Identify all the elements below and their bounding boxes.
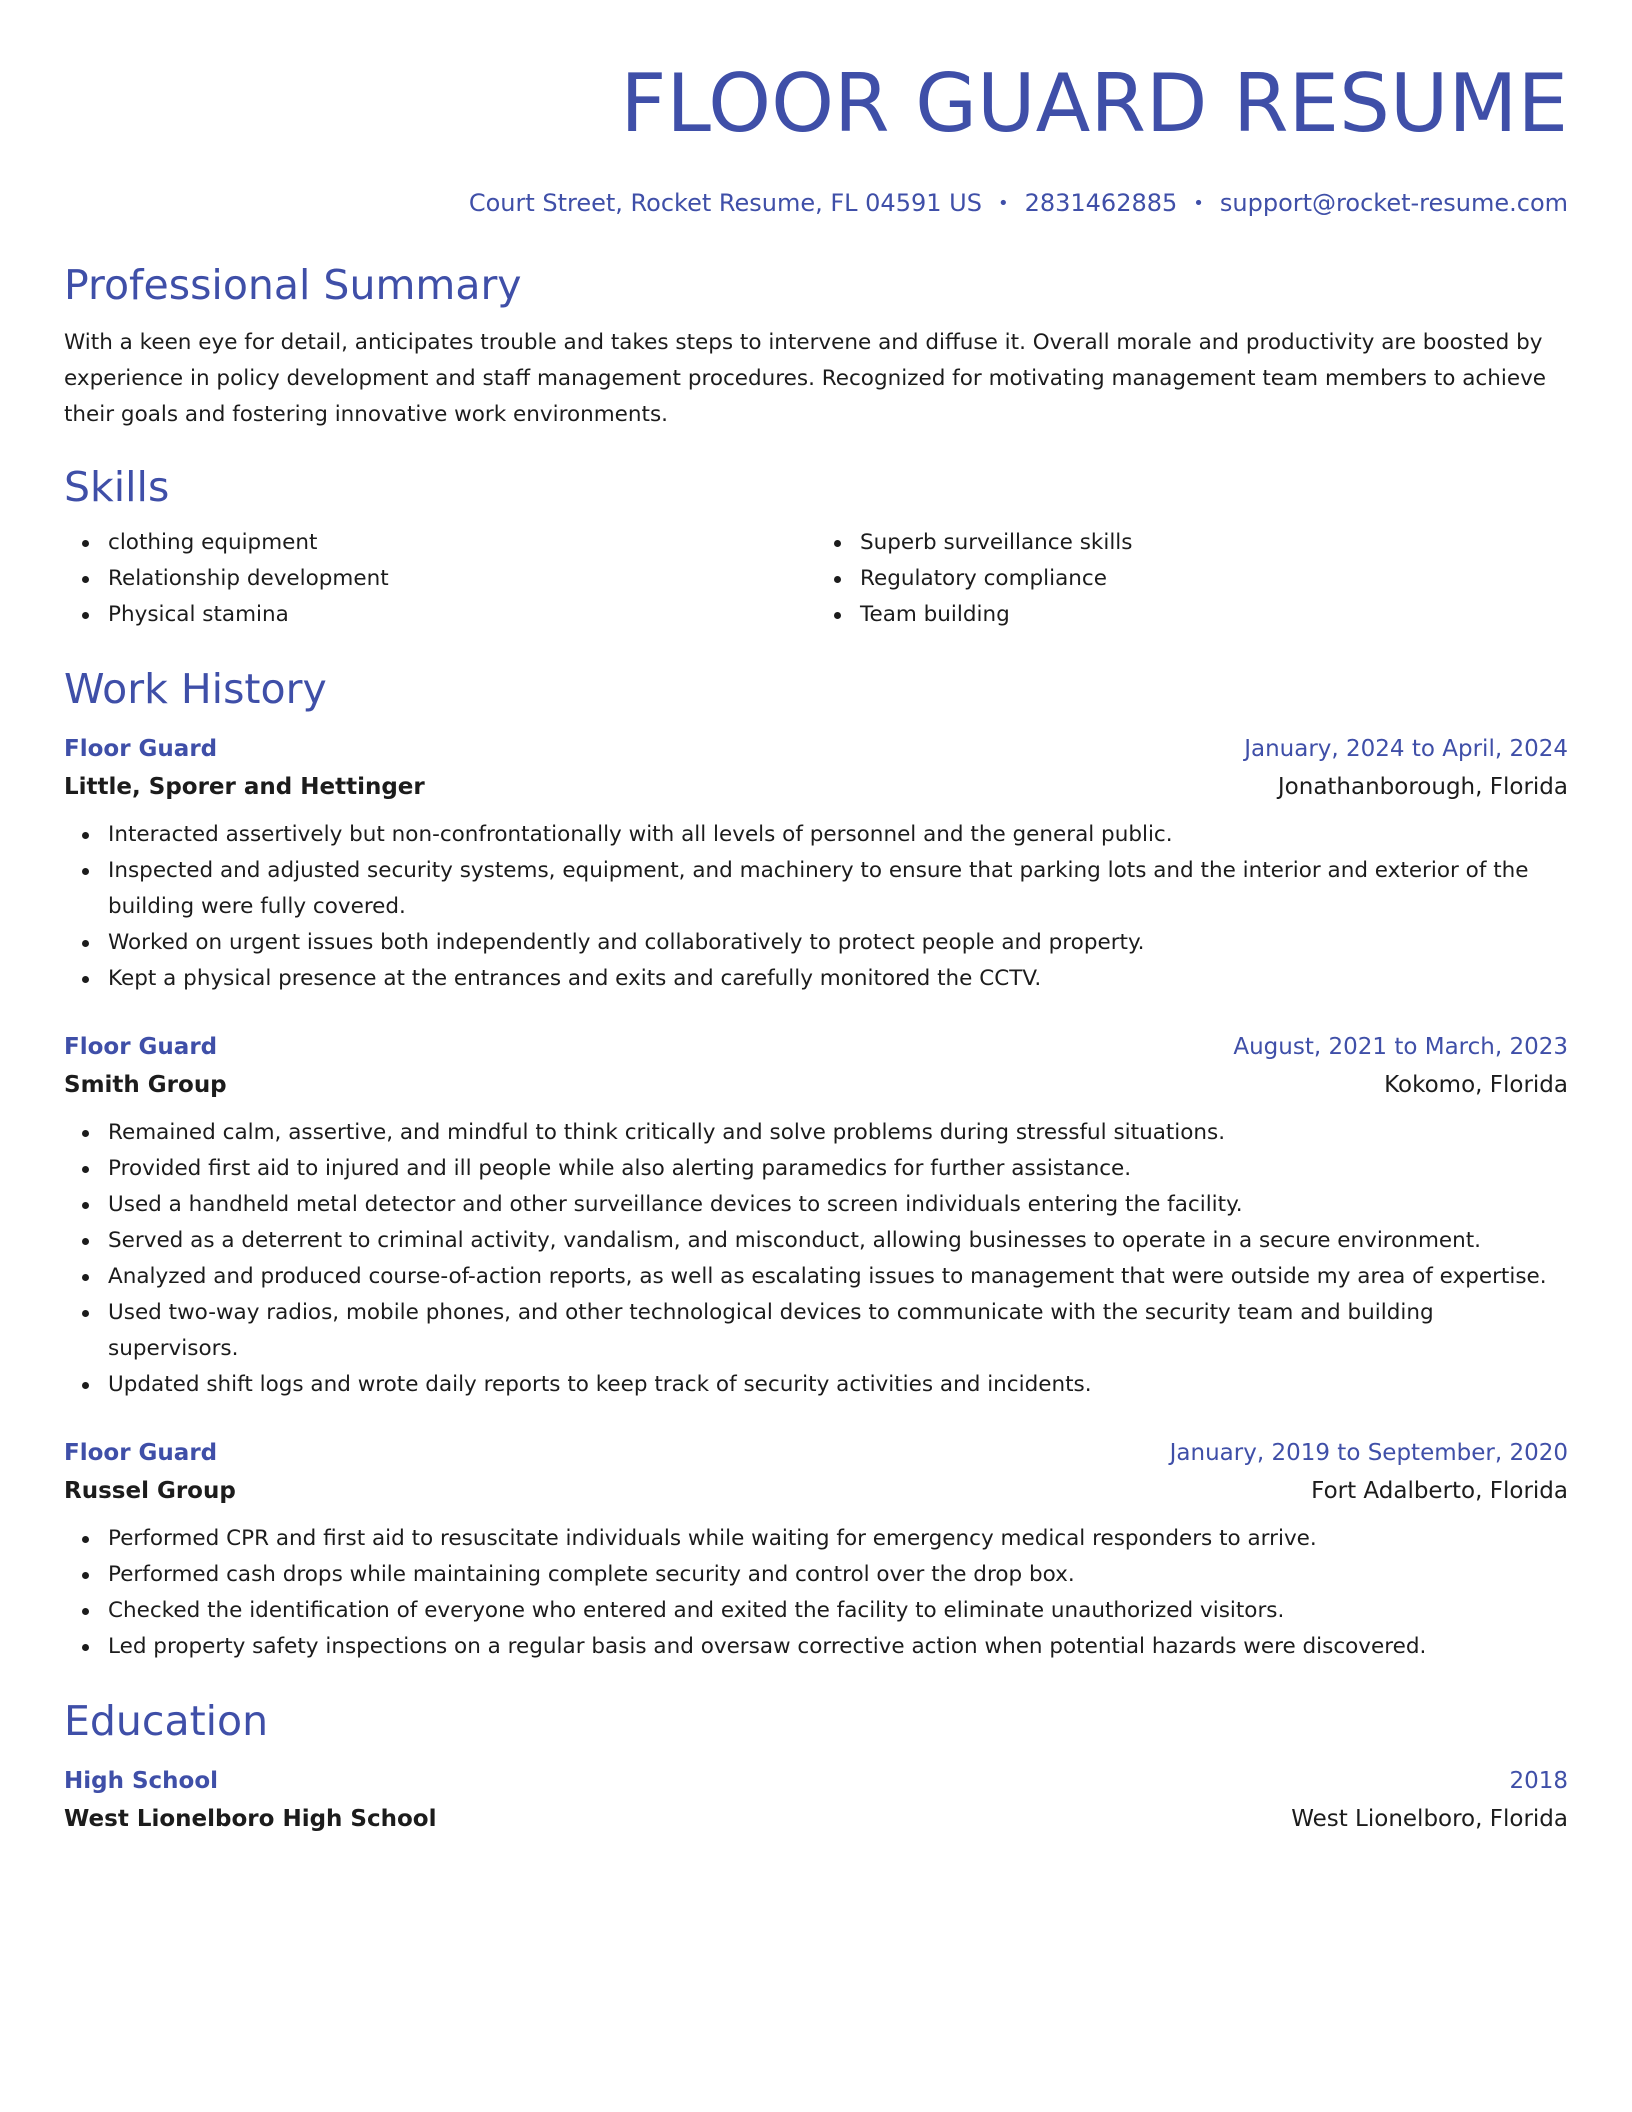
skills-column-right (816, 525, 1568, 633)
job-dates: January, 2024 to April, 2024 (1244, 736, 1568, 762)
education-location: West Lionelboro, Florida (1291, 1806, 1568, 1832)
contact-email[interactable]: support@rocket-resume.com (1219, 189, 1568, 217)
contact-separator: • (997, 193, 1009, 214)
job-entry (64, 733, 1568, 997)
job-entry (64, 1031, 1568, 1403)
job-bullet: Remained calm, assertive, and mindful to think critically and solve problems during stressful situations. (108, 1115, 1568, 1151)
job-location: Jonathanborough, Florida (1277, 774, 1568, 800)
job-bullet: Used two-way radios, mobile phones, and other technological devices to communicate with the security team and building supervisors. (108, 1295, 1568, 1367)
job-bullet: Inspected and adjusted security systems, equipment, and machinery to ensure that parking lots and the interior and exterior of the building were fully covered. (108, 853, 1568, 925)
job-bullet: Provided first aid to injured and ill people while also alerting paramedics for further assistance. (108, 1151, 1568, 1187)
job-bullet: Analyzed and produced course-of-action reports, as well as escalating issues to management that were outside my area of expertise. (108, 1259, 1568, 1295)
job-bullet: Used a handheld metal detector and other surveillance devices to screen individuals entering the facility. (108, 1187, 1568, 1223)
job-entry (64, 1437, 1568, 1665)
resume-title: FLOOR GUARD RESUME (620, 57, 1568, 150)
job-company: Russel Group (64, 1478, 236, 1504)
education-section (64, 1695, 1568, 1835)
work-history-section (64, 663, 1568, 1665)
education-heading: Education (64, 1697, 269, 1745)
summary-text: With a keen eye for detail, anticipates trouble and takes steps to intervene and diffuse it. Overall morale and productivity are boosted by experience in policy development and staff management procedures. Recognized for motivating management team members to achieve their goals and fostering innovative work environments. (64, 330, 1547, 427)
job-bullet: Served as a deterrent to criminal activity, vandalism, and misconduct, allowing businesses to operate in a secure environment. (108, 1223, 1568, 1259)
skill-item: Relationship development (108, 561, 816, 597)
work-history-heading: Work History (64, 665, 327, 713)
contact-address: Court Street, Rocket Resume, FL 04591 US (468, 189, 982, 217)
skills-heading: Skills (64, 463, 170, 511)
summary-heading: Professional Summary (64, 261, 522, 309)
education-entry (64, 1765, 1568, 1835)
skill-item: Physical stamina (108, 597, 816, 633)
job-bullet: Performed cash drops while maintaining complete security and control over the drop box. (108, 1557, 1568, 1593)
skill-item: Superb surveillance skills (860, 525, 1568, 561)
skills-section (64, 461, 1568, 633)
job-bullets (64, 1521, 1568, 1665)
contact-line (64, 188, 1568, 219)
contact-phone: 2831462885 (1024, 189, 1178, 217)
job-company: Little, Sporer and Hettinger (64, 774, 425, 800)
job-bullet: Interacted assertively but non-confrontationally with all levels of personnel and the general public. (108, 817, 1568, 853)
skill-item: clothing equipment (108, 525, 816, 561)
job-location: Kokomo, Florida (1384, 1072, 1568, 1098)
skill-item: Team building (860, 597, 1568, 633)
job-role: Floor Guard (64, 1440, 218, 1466)
education-year: 2018 (1509, 1768, 1568, 1794)
summary-section (64, 259, 1568, 433)
job-bullet: Kept a physical presence at the entrances and exits and carefully monitored the CCTV. (108, 961, 1568, 997)
job-role: Floor Guard (64, 736, 218, 762)
job-bullets (64, 1115, 1568, 1403)
job-location: Fort Adalberto, Florida (1311, 1478, 1568, 1504)
job-company: Smith Group (64, 1072, 227, 1098)
job-bullets (64, 817, 1568, 997)
education-school: West Lionelboro High School (64, 1806, 437, 1832)
education-degree: High School (64, 1768, 219, 1794)
job-bullet: Worked on urgent issues both independently and collaboratively to protect people and property. (108, 925, 1568, 961)
job-bullet: Updated shift logs and wrote daily reports to keep track of security activities and incidents. (108, 1367, 1568, 1403)
job-dates: August, 2021 to March, 2023 (1233, 1034, 1568, 1060)
skills-column-left (64, 525, 816, 633)
skills-grid (64, 525, 1568, 633)
contact-separator: • (1193, 193, 1204, 214)
job-dates: January, 2019 to September, 2020 (1169, 1440, 1568, 1466)
job-bullet: Checked the identification of everyone who entered and exited the facility to eliminate unauthorized visitors. (108, 1593, 1568, 1629)
job-role: Floor Guard (64, 1034, 218, 1060)
job-bullet: Led property safety inspections on a regular basis and oversaw corrective action when potential hazards were discovered. (108, 1629, 1568, 1665)
job-bullet: Performed CPR and first aid to resuscitate individuals while waiting for emergency medical responders to arrive. (108, 1521, 1568, 1557)
skill-item: Regulatory compliance (860, 561, 1568, 597)
